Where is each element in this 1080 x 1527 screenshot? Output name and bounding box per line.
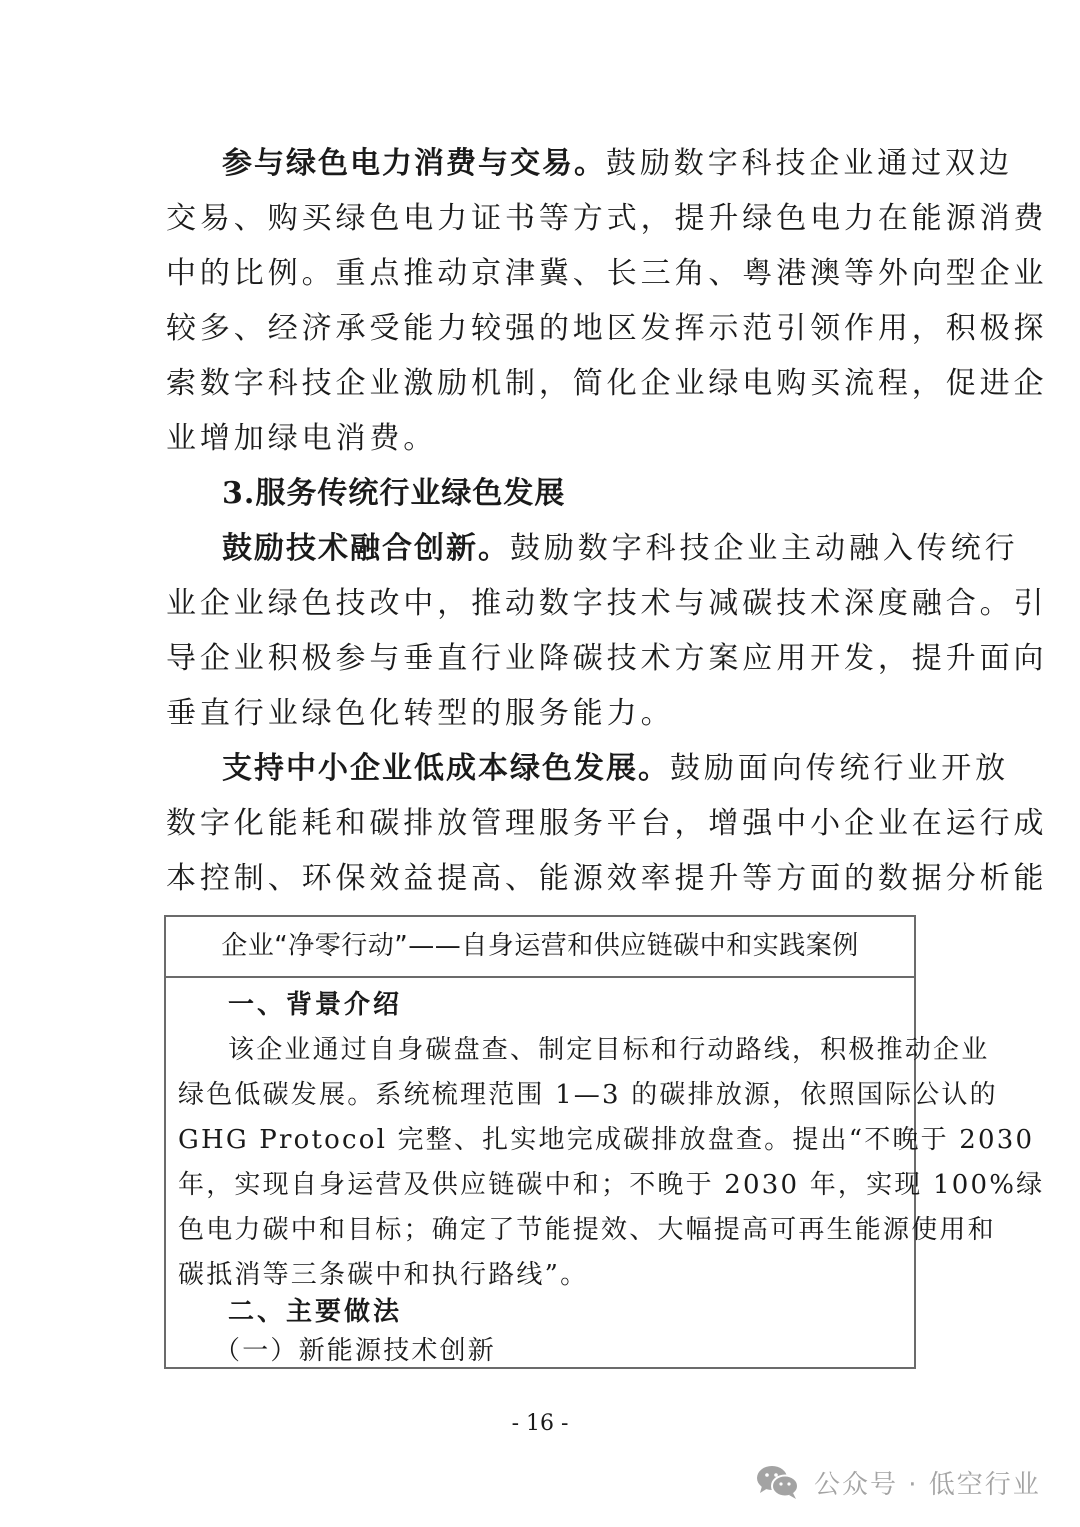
box-paragraph-line: 该企业通过自身碳盘查、制定目标和行动路线，积极推动企业: [228, 1035, 990, 1065]
section-heading: 3.服务传统行业绿色发展: [222, 476, 566, 511]
paragraph-line: 索数字科技企业激励机制，简化企业绿电购买流程，促进企: [166, 366, 1048, 401]
paragraph-line: 鼓励技术融合创新。鼓励数字科技企业主动融入传统行: [222, 531, 1019, 566]
paragraph-line: 支持中小企业低成本绿色发展。鼓励面向传统行业开放: [222, 751, 1009, 786]
paragraph-lead: 参与绿色电力消费与交易。: [222, 146, 606, 181]
box-paragraph-line: 色电力碳中和目标；确定了节能提效、大幅提高可再生能源使用和: [178, 1215, 996, 1245]
case-study-title-row: [166, 917, 914, 978]
paragraph-line: 交易、购买绿色电力证书等方式，提升绿色电力在能源消费: [166, 201, 1048, 236]
box-paragraph-line: 碳抵消等三条碳中和执行路线”。: [178, 1260, 589, 1290]
paragraph-line: 参与绿色电力消费与交易。鼓励数字科技企业通过双边: [222, 146, 1013, 181]
paragraph-line: 数字化能耗和碳排放管理服务平台，增强中小企业在运行成: [166, 806, 1048, 841]
box-paragraph-line: GHG Protocol 完整、扎实地完成碳排放盘查。提出“不晚于 2030: [178, 1125, 1035, 1155]
page-number: - 16 -: [511, 1411, 569, 1436]
subsection-heading: 二、主要做法: [228, 1297, 403, 1327]
paragraph-line: 本控制、环保效益提高、能源效率提升等方面的数据分析能: [166, 861, 1048, 896]
box-paragraph-line: 年，实现自身运营及供应链碳中和；不晚于 2030 年，实现 100%绿: [178, 1170, 1045, 1200]
paragraph-line: 较多、经济承受能力较强的地区发挥示范引领作用，积极探: [166, 311, 1048, 346]
box-paragraph-line: 绿色低碳发展。系统梳理范围 1—3 的碳排放源，依照国际公认的: [178, 1080, 998, 1110]
wechat-icon: [756, 1464, 800, 1500]
paragraph-line: 导企业积极参与垂直行业降碳技术方案应用开发，提升面向: [166, 641, 1048, 676]
paragraph-line: 业企业绿色技改中，推动数字技术与减碳技术深度融合。引: [166, 586, 1048, 621]
case-study-title: 企业“净零行动”——自身运营和供应链碳中和实践案例: [221, 931, 859, 961]
paragraph-line: 中的比例。重点推动京津冀、长三角、粤港澳等外向型企业: [166, 256, 1048, 291]
paragraph-lead: 鼓励技术融合创新。: [222, 531, 510, 566]
paragraph-line: 业增加绿电消费。: [166, 421, 438, 456]
paragraph-lead: 支持中小企业低成本绿色发展。: [222, 751, 670, 786]
subsection-heading: 一、背景介绍: [228, 990, 403, 1020]
sub-item-heading: （一）新能源技术创新: [214, 1336, 497, 1366]
paragraph-line: 垂直行业绿色化转型的服务能力。: [166, 696, 675, 731]
case-study-box: [164, 915, 1045, 1369]
watermark: [756, 1462, 1041, 1502]
watermark-text: 公众号 · 低空行业: [814, 1469, 1041, 1500]
